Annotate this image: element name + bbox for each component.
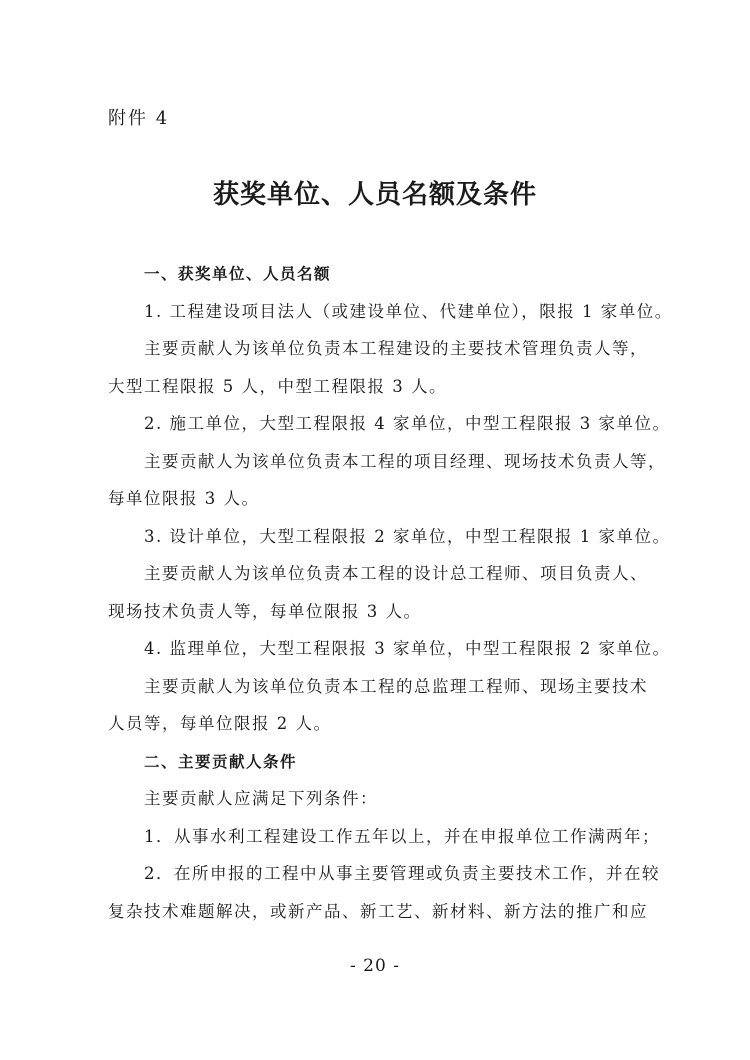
document-body xyxy=(108,262,673,937)
paragraph-line: 1. 工程建设项目法人（或建设单位、代建单位），限报 1 家单位。 xyxy=(144,301,673,321)
paragraph-line: 人员等，每单位限报 2 人。 xyxy=(108,714,332,733)
paragraph-line: 每单位限报 3 人。 xyxy=(108,489,260,508)
paragraph-line: 复杂技术难题解决，或新产品、新工艺、新材料、新方法的推广和应 xyxy=(108,901,648,921)
paragraph-line: 主要贡献人为该单位负责本工程建设的主要技术管理负责人等， xyxy=(144,339,648,358)
paragraph-line: 1．从事水利工程建设工作五年以上，并在申报单位工作满两年； xyxy=(144,826,660,846)
paragraph-line: 主要贡献人为该单位负责本工程的总监理工程师、现场主要技术 xyxy=(144,676,648,696)
section-heading-2: 二、主要贡献人条件 xyxy=(144,752,298,771)
paragraph-line: 2．在所申报的工程中从事主要管理或负责主要技术工作，并在较 xyxy=(144,864,660,883)
section-heading-1: 一、获奖单位、人员名额 xyxy=(144,265,332,283)
paragraph-line: 大型工程限报 5 人，中型工程限报 3 人。 xyxy=(108,376,447,396)
page-number: - 20 - xyxy=(350,956,400,976)
document-title: 获奖单位、人员名额及条件 xyxy=(212,180,537,210)
paragraph-line: 3. 设计单位，大型工程限报 2 家单位，中型工程限报 1 家单位。 xyxy=(144,526,671,546)
paragraph-line: 主要贡献人为该单位负责本工程的设计总工程师、项目负责人、 xyxy=(144,564,648,583)
paragraph-line: 2. 施工单位，大型工程限报 4 家单位，中型工程限报 3 家单位。 xyxy=(144,414,671,433)
paragraph-line: 现场技术负责人等，每单位限报 3 人。 xyxy=(108,601,422,621)
paragraph-line: 主要贡献人为该单位负责本工程的项目经理、现场技术负责人等， xyxy=(144,451,666,471)
paragraph-line: 4. 监理单位，大型工程限报 3 家单位，中型工程限报 2 家单位。 xyxy=(144,639,671,658)
attachment-label: 附件 4 xyxy=(108,108,170,129)
paragraph-line: 主要贡献人应满足下列条件： xyxy=(144,789,378,808)
